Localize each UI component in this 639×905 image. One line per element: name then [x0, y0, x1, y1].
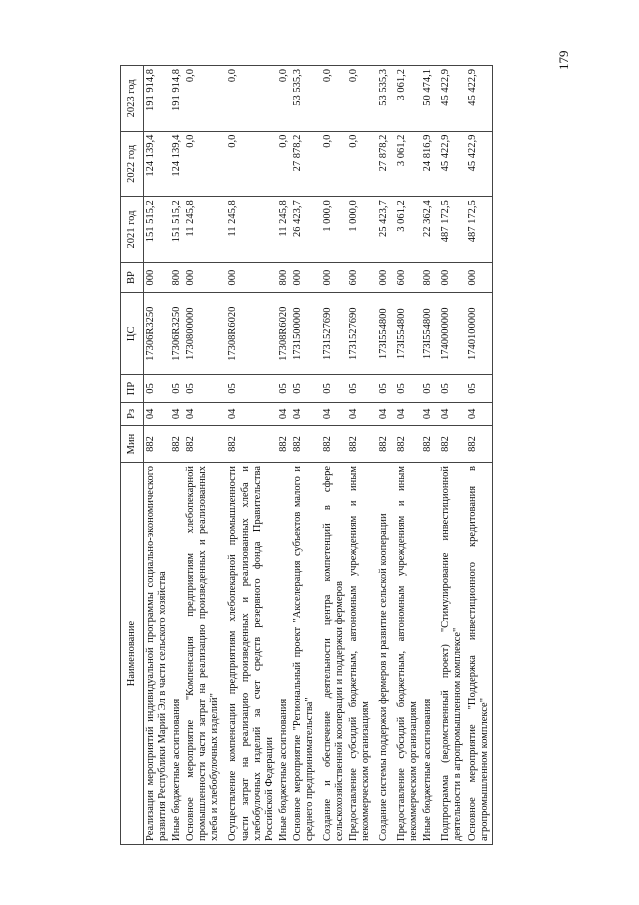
row-min: 882	[391, 426, 421, 463]
row-2023: 45 422,9	[466, 66, 493, 132]
budget-table	[120, 65, 493, 845]
row-2022: 0,0	[277, 131, 291, 197]
header-2023: 2023 год	[121, 66, 144, 132]
row-2022: 27 878,2	[291, 131, 317, 197]
row-name: Создание системы поддержки фермеров и развитие сельской кооперации	[373, 463, 391, 845]
row-min: 882	[466, 426, 493, 463]
row-2023: 0,0	[184, 66, 222, 132]
row-2022: 0,0	[222, 131, 276, 197]
row-vr: 600	[391, 262, 421, 292]
row-cs: 17308R6020	[277, 293, 291, 375]
row-vr: 800	[170, 262, 184, 292]
row-rz: 04	[391, 402, 421, 425]
row-2021: 151 515,2	[144, 197, 171, 263]
row-min: 882	[144, 426, 171, 463]
row-pr: 05	[391, 375, 421, 402]
row-pr: 05	[291, 375, 317, 402]
row-name: Предоставление субсидий бюджетным, автономным учреждениям и иным некоммерческим организациям	[391, 463, 421, 845]
row-pr: 05	[277, 375, 291, 402]
row-2021: 22 362,4	[421, 197, 435, 263]
row-2023: 53 535,3	[291, 66, 317, 132]
row-2022: 124 139,4	[144, 131, 171, 197]
row-2021: 26 423,7	[291, 197, 317, 263]
row-pr: 05	[184, 375, 222, 402]
row-min: 882	[347, 426, 373, 463]
row-rz: 04	[277, 402, 291, 425]
row-2021: 25 423,7	[373, 197, 391, 263]
row-name: Подпрограмма (ведомственный проект) "Стимулирование инвестиционной деятельности в агропромышленном комплексе"	[435, 463, 465, 845]
row-pr: 05	[317, 375, 347, 402]
header-2022: 2022 год	[121, 131, 144, 197]
header-pr: ПР	[121, 375, 144, 402]
row-cs: 1740100000	[466, 293, 493, 375]
row-2023: 191 914,8	[170, 66, 184, 132]
header-name: Наименование	[121, 463, 144, 845]
row-2021: 487 172,5	[466, 197, 493, 263]
row-2023: 191 914,8	[144, 66, 171, 132]
table-row	[184, 66, 222, 845]
row-name: Реализация мероприятий индивидуальной программы социально-экономического развития Республики Марий Эл в части сельского хозяйства	[144, 463, 171, 845]
row-rz: 04	[222, 402, 276, 425]
row-cs: 17306R3250	[144, 293, 171, 375]
row-min: 882	[435, 426, 465, 463]
row-vr: 000	[222, 262, 276, 292]
table-row	[170, 66, 184, 845]
row-2023: 50 474,1	[421, 66, 435, 132]
header-2021: 2021 год	[121, 197, 144, 263]
row-pr: 05	[144, 375, 171, 402]
row-cs: 1731527690	[317, 293, 347, 375]
table-row	[144, 66, 171, 845]
row-cs: 1740000000	[435, 293, 465, 375]
row-rz: 04	[291, 402, 317, 425]
row-2021: 1 000,0	[347, 197, 373, 263]
row-2022: 27 878,2	[373, 131, 391, 197]
row-name: Создание и обеспечение деятельности центра компетенций в сфере сельскохозяйственной кооперации и поддержки фермеров	[317, 463, 347, 845]
row-min: 882	[170, 426, 184, 463]
row-2023: 53 535,3	[373, 66, 391, 132]
row-name: Основное мероприятие "Региональный проект "Акселерация субъектов малого и среднего предпринимательства"	[291, 463, 317, 845]
row-2023: 0,0	[222, 66, 276, 132]
row-2021: 3 061,2	[391, 197, 421, 263]
row-rz: 04	[435, 402, 465, 425]
row-name: Осуществление компенсации предприятиям хлебопекарной промышленности части затрат на реализацию произведенных и реализованных хлеба и хлебобулочных изделий за счет средств резервного фонда Правительства Российской Федерации	[222, 463, 276, 845]
row-vr: 000	[466, 262, 493, 292]
row-vr: 000	[291, 262, 317, 292]
row-2022: 124 139,4	[170, 131, 184, 197]
table-row	[277, 66, 291, 845]
row-cs: 17308R6020	[222, 293, 276, 375]
row-rz: 04	[373, 402, 391, 425]
row-2021: 151 515,2	[170, 197, 184, 263]
row-vr: 000	[435, 262, 465, 292]
row-rz: 04	[144, 402, 171, 425]
row-2023: 45 422,9	[435, 66, 465, 132]
row-cs: 1730800000	[184, 293, 222, 375]
table-row	[317, 66, 347, 845]
table-row	[466, 66, 493, 845]
page-number: 179	[556, 50, 571, 70]
row-pr: 05	[170, 375, 184, 402]
row-2023: 0,0	[317, 66, 347, 132]
table-row	[391, 66, 421, 845]
row-cs: 173I554800	[391, 293, 421, 375]
row-rz: 04	[421, 402, 435, 425]
row-pr: 05	[435, 375, 465, 402]
table-row	[291, 66, 317, 845]
row-vr: 000	[184, 262, 222, 292]
row-cs: 173I554800	[421, 293, 435, 375]
table-row	[373, 66, 391, 845]
row-rz: 04	[466, 402, 493, 425]
row-min: 882	[222, 426, 276, 463]
table-row	[421, 66, 435, 845]
row-2022: 45 422,9	[435, 131, 465, 197]
table-header-row	[121, 66, 144, 845]
row-cs: 1731527690	[347, 293, 373, 375]
header-cs: ЦС	[121, 293, 144, 375]
row-name: Иные бюджетные ассигнования	[170, 463, 184, 845]
row-min: 882	[184, 426, 222, 463]
row-cs: 17306R3250	[170, 293, 184, 375]
row-min: 882	[317, 426, 347, 463]
row-2022: 45 422,9	[466, 131, 493, 197]
row-rz: 04	[317, 402, 347, 425]
header-rz: Рз	[121, 402, 144, 425]
row-name: Основное мероприятие "Поддержка инвестиционного кредитования в агропромышленном комплексе"	[466, 463, 493, 845]
row-2022: 24 816,9	[421, 131, 435, 197]
row-2021: 11 245,8	[184, 197, 222, 263]
row-vr: 800	[277, 262, 291, 292]
row-vr: 000	[317, 262, 347, 292]
row-cs: 173I554800	[373, 293, 391, 375]
row-vr: 600	[347, 262, 373, 292]
row-2023: 3 061,2	[391, 66, 421, 132]
row-vr: 800	[421, 262, 435, 292]
row-name: Предоставление субсидий бюджетным, автономным учреждениям и иным некоммерческим организациям	[347, 463, 373, 845]
header-min: Мин	[121, 426, 144, 463]
header-vr: ВР	[121, 262, 144, 292]
row-cs: 1731500000	[291, 293, 317, 375]
row-2021: 11 245,8	[222, 197, 276, 263]
row-vr: 000	[373, 262, 391, 292]
row-pr: 05	[466, 375, 493, 402]
row-2022: 0,0	[347, 131, 373, 197]
row-2021: 1 000,0	[317, 197, 347, 263]
row-min: 882	[373, 426, 391, 463]
row-2021: 11 245,8	[277, 197, 291, 263]
row-pr: 05	[421, 375, 435, 402]
budget-table-container	[120, 65, 639, 845]
row-pr: 05	[347, 375, 373, 402]
row-min: 882	[291, 426, 317, 463]
row-2022: 0,0	[184, 131, 222, 197]
row-name: Иные бюджетные ассигнования	[277, 463, 291, 845]
row-pr: 05	[222, 375, 276, 402]
table-row	[347, 66, 373, 845]
row-2022: 0,0	[317, 131, 347, 197]
row-min: 882	[421, 426, 435, 463]
row-min: 882	[277, 426, 291, 463]
row-2023: 0,0	[347, 66, 373, 132]
row-2021: 487 172,5	[435, 197, 465, 263]
row-2023: 0,0	[277, 66, 291, 132]
row-name: Иные бюджетные ассигнования	[421, 463, 435, 845]
row-rz: 04	[170, 402, 184, 425]
row-name: Основное мероприятие "Компенсация предприятиям хлебопекарной промышленности части затрат на реализацию произведенных и реализованных хлеба и хлебобулочных изделий"	[184, 463, 222, 845]
table-row	[435, 66, 465, 845]
row-pr: 05	[373, 375, 391, 402]
row-vr: 000	[144, 262, 171, 292]
table-row	[222, 66, 276, 845]
row-rz: 04	[347, 402, 373, 425]
row-2022: 3 061,2	[391, 131, 421, 197]
row-rz: 04	[184, 402, 222, 425]
